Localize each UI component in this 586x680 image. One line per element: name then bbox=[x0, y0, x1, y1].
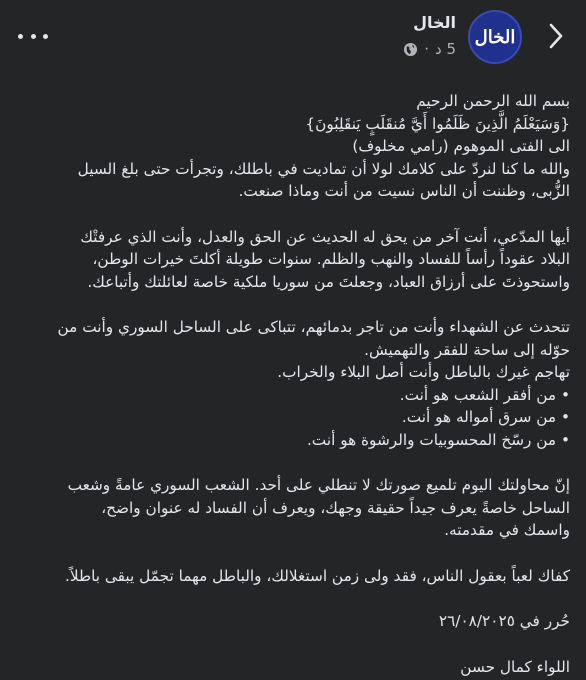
meta-separator: · bbox=[424, 40, 429, 58]
post-line: • من أفقر الشعب هو أنت. bbox=[399, 385, 570, 404]
post-paragraph bbox=[8, 316, 570, 451]
globe-icon bbox=[403, 42, 418, 57]
post-line: • من سرق أمواله هو أنت. bbox=[401, 408, 570, 426]
post-line: الزُّبى، وظننت أن الناس نسيت من أنت وماذا صنعت. bbox=[238, 182, 570, 200]
post-paragraph bbox=[8, 565, 570, 588]
post-line: بسم الله الرحمن الرحيم bbox=[416, 92, 570, 110]
post-line: حُرر في ٢٦/٠٨/٢٠٢٥ bbox=[438, 612, 570, 630]
post-header bbox=[0, 0, 586, 78]
post-line: البلاد عقوداً رأساً للفساد والنهب والظلم. سنوات طويلة أكلتَ خيرات الوطن، bbox=[92, 250, 570, 268]
post-line: تهاجم غيرك بالباطل وأنت أصل البلاء والخراب. bbox=[277, 363, 570, 381]
author-name[interactable]: الخال bbox=[413, 13, 456, 32]
more-options-button[interactable] bbox=[18, 28, 48, 44]
post-text bbox=[8, 90, 570, 680]
post-line: الساحل خاصةً يعرف جيداً حقيقة وجهك، ويعرف أن الفساد له عنوان واضح، bbox=[101, 498, 570, 517]
more-horizontal-icon bbox=[18, 34, 23, 39]
post-line: كفاك لعباً بعقول الناس، فقد ولى زمن استغلالك، والباطل مهما تجمّل يبقى باطلاً. bbox=[64, 566, 570, 585]
post-paragraph bbox=[8, 226, 570, 294]
post-line: واستحوذتَ على أرزاق العباد، وجعلتَ من سوريا ملكية خاصة لعائلتك وأتباعك. bbox=[87, 272, 570, 291]
timestamp[interactable]: 5 د bbox=[435, 40, 456, 58]
post-line: تتحدث عن الشهداء وأنت من تاجر بدمائهم، تتباكى على الساحل السوري وأنت من bbox=[57, 318, 570, 336]
chevron-right-icon bbox=[549, 23, 563, 49]
post-line: {وَسَيَعْلَمُ الَّذِينَ ظَلَمُوا أَيَّ مُنقَلَبٍ يَنقَلِبُونَ} bbox=[305, 114, 570, 133]
post-meta bbox=[403, 40, 456, 58]
post-line: إنّ محاولتك اليوم تلميع صورتك لا تنطلي على أحد. الشعب السوري عامةً وشعب bbox=[67, 476, 570, 494]
post-line: حوّله إلى ساحة للفقر والتهميش. bbox=[364, 340, 570, 359]
post-line: اللواء كمال حسن bbox=[460, 657, 570, 676]
back-button[interactable] bbox=[544, 22, 568, 50]
post-paragraph bbox=[8, 90, 570, 203]
avatar-logo-text: الخال bbox=[474, 26, 516, 48]
post-line: الى الفتى الموهوم (رامي مخلوف) bbox=[352, 137, 570, 155]
post-paragraph bbox=[8, 656, 570, 679]
post-line: واسمك في مقدمته. bbox=[444, 521, 570, 539]
post-paragraph bbox=[8, 610, 570, 633]
post-paragraph bbox=[8, 474, 570, 542]
post-line: والله ما كنا لنردّ على كلامك لولا أن تماديت في باطلك، وتجرأت حتى بلغ السيل bbox=[77, 159, 570, 178]
post-line: • من رسّخ المحسوبيات والرشوة هو أنت. bbox=[306, 430, 570, 449]
post-line: أيها المدّعي، أنت آخر من يحق له الحديث عن الحق والعدل، وأنت الذي عرفتْك bbox=[80, 227, 570, 246]
avatar[interactable] bbox=[468, 10, 522, 64]
